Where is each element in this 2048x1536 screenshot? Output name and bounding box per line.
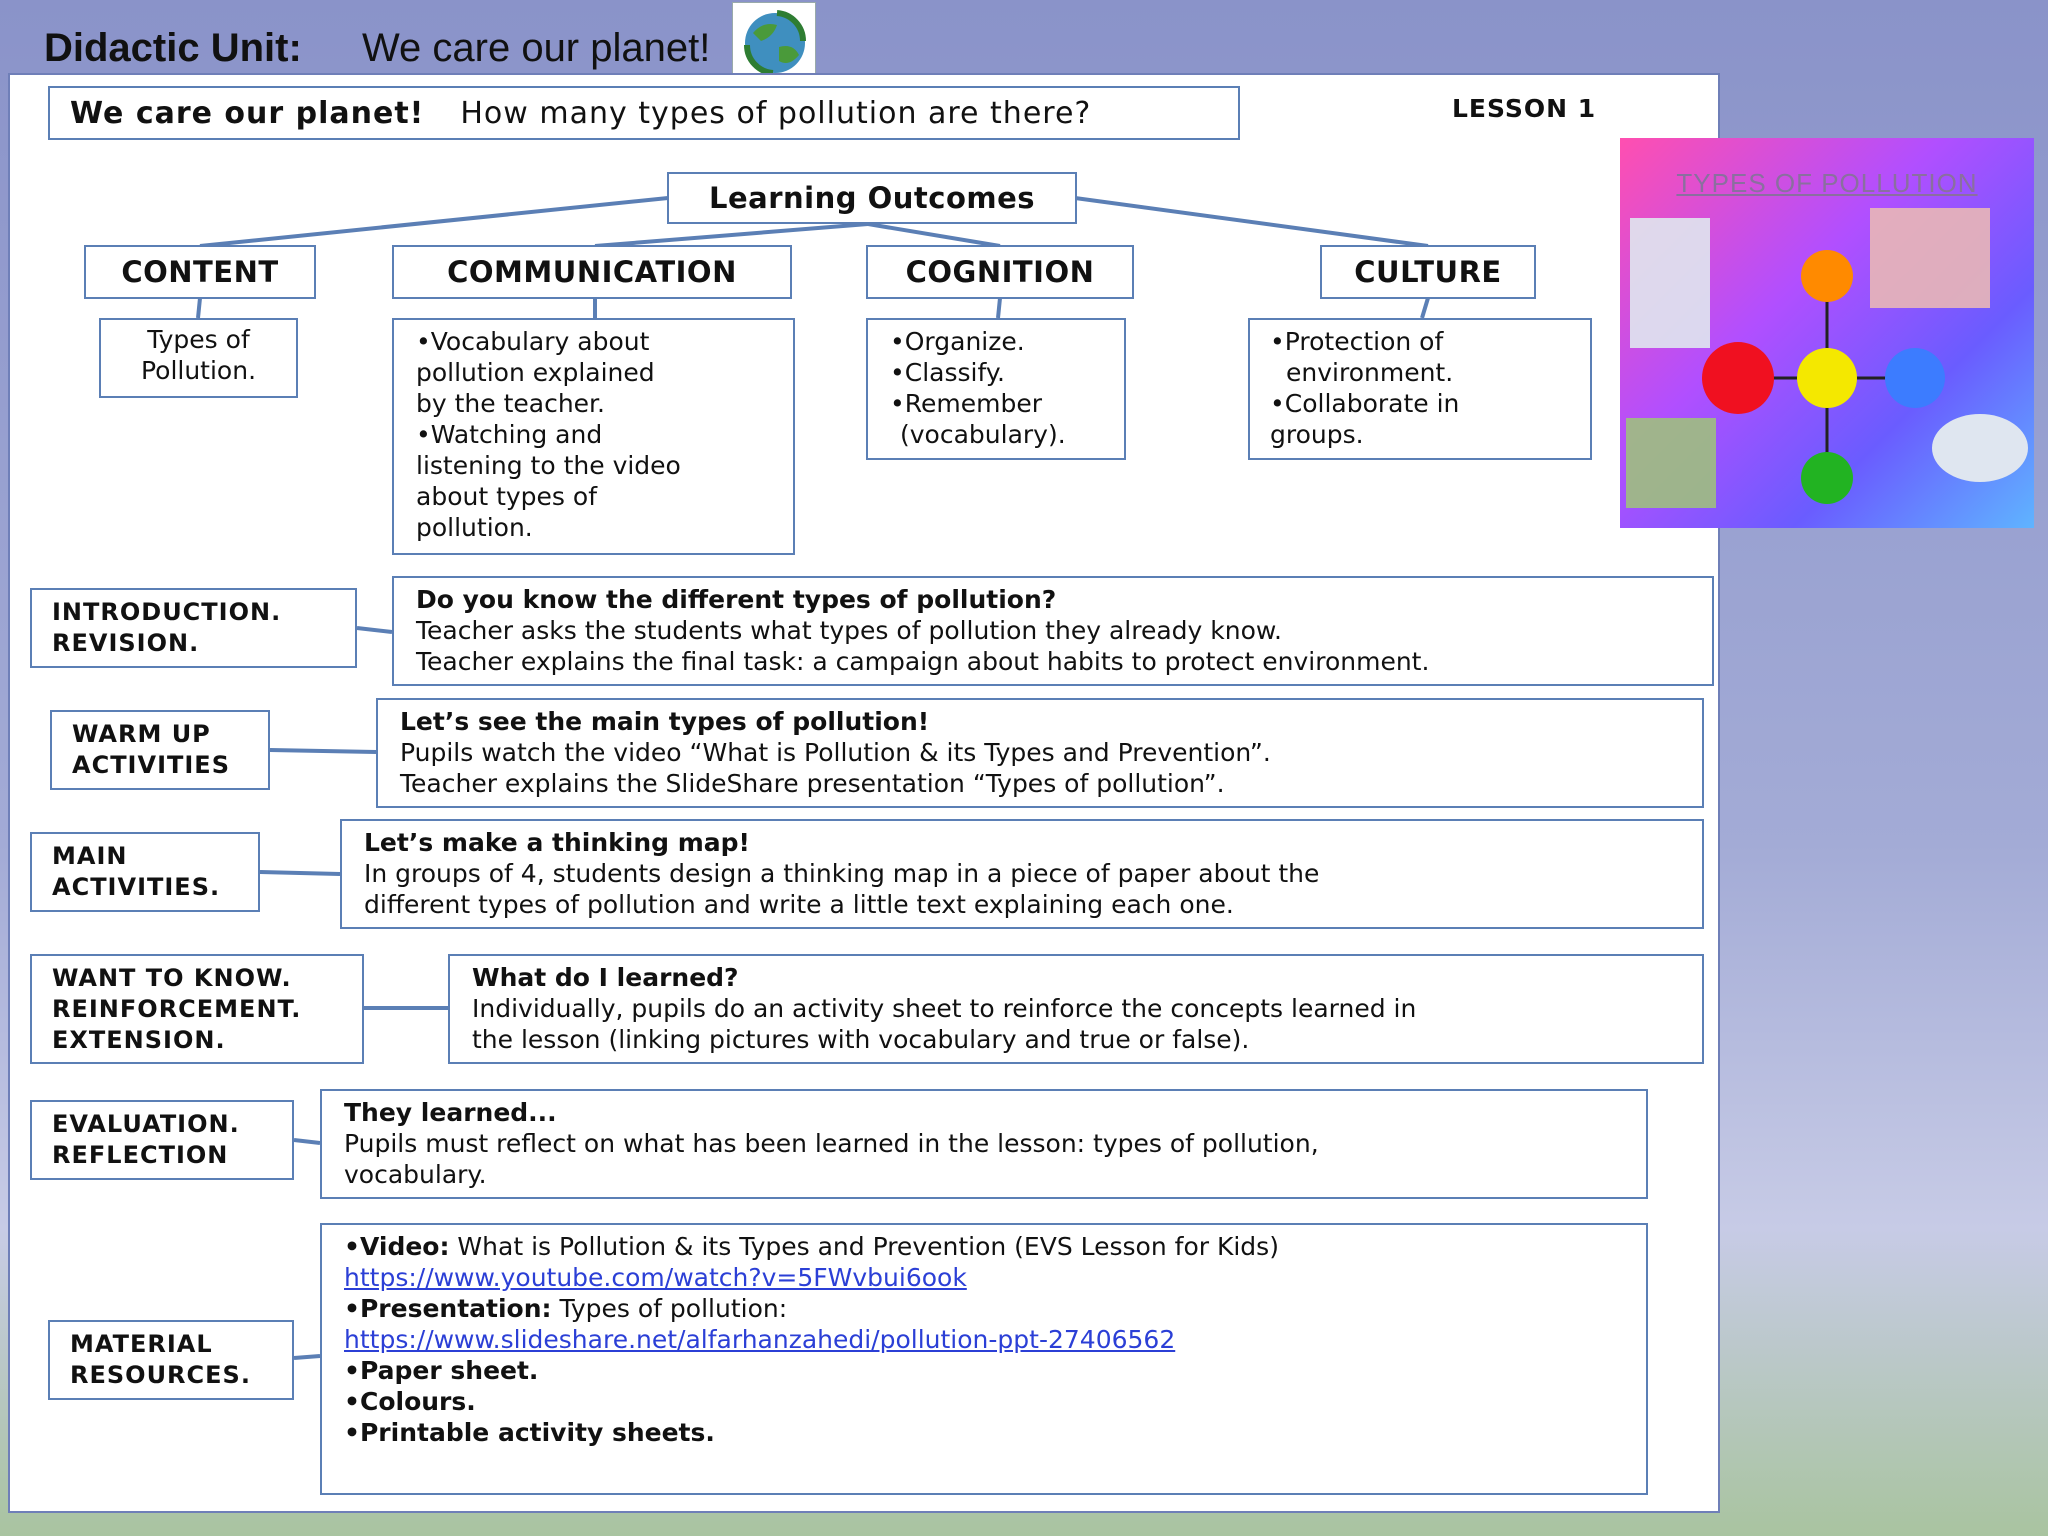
unit-label: Didactic Unit: [44, 26, 302, 70]
video-title: What is Pollution & its Types and Prevention (EVS Lesson for Kids) [449, 1232, 1279, 1261]
outcome-line: Types of [147, 325, 250, 354]
stage-line: different types of pollution and write a little text explaining each one. [364, 890, 1234, 919]
stage-box-warm-up [376, 698, 1704, 808]
stage-label-material-resources [48, 1320, 294, 1400]
outcome-line: •Protection of [1270, 327, 1444, 356]
stage-label-line: RESOURCES. [70, 1361, 251, 1389]
outcome-line: Pollution. [140, 356, 257, 385]
presentation-label: •Presentation: [344, 1294, 552, 1323]
lesson-header [48, 86, 1240, 140]
outcome-cognition-box [866, 318, 1126, 460]
outcome-line: pollution explained [416, 358, 655, 387]
video-link[interactable]: https://www.youtube.com/watch?v=5FWvbui6ook [344, 1263, 967, 1292]
stage-label-warm-up [50, 710, 270, 790]
lesson-number: LESSON 1 [1452, 94, 1597, 123]
stage-line: Teacher explains the SlideShare presentation “Types of pollution”. [400, 769, 1225, 798]
stage-heading: Let’s make a thinking map! [364, 828, 750, 857]
stage-heading: They learned... [344, 1098, 557, 1127]
poster-title: TYPES OF POLLUTION [1676, 168, 1978, 198]
stage-label-line: ACTIVITIES. [52, 873, 221, 901]
resource-item: •Colours. [344, 1387, 476, 1416]
stage-line: Pupils watch the video “What is Pollution & its Types and Prevention”. [400, 738, 1271, 767]
stage-label-line: ACTIVITIES [72, 751, 230, 779]
outcome-line: •Vocabulary about [416, 327, 650, 356]
stage-line: Teacher asks the students what types of pollution they already know. [416, 616, 1282, 645]
stage-label-line: REVISION. [52, 629, 200, 657]
outcome-line: listening to the video [416, 451, 681, 480]
stage-label-line: MAIN [52, 842, 128, 870]
outcome-content-box [99, 318, 298, 398]
outcome-line: •Collaborate in [1270, 389, 1460, 418]
outcome-line: environment. [1286, 358, 1454, 387]
stage-line: vocabulary. [344, 1160, 487, 1189]
stage-label-line: REINFORCEMENT. [52, 994, 302, 1023]
stage-heading: Do you know the different types of pollution? [416, 585, 1057, 614]
resource-item: •Paper sheet. [344, 1356, 539, 1385]
outcome-line: •Organize. [890, 327, 1025, 356]
outcome-content-header: CONTENT [84, 245, 316, 299]
stage-line: Pupils must reflect on what has been learned in the lesson: types of pollution, [344, 1129, 1319, 1158]
stage-box-evaluation [320, 1089, 1648, 1199]
outcome-line: (vocabulary). [900, 420, 1066, 449]
outcome-line: pollution. [416, 513, 533, 542]
stage-box-main-activities [340, 819, 1704, 929]
stage-heading: What do I learned? [472, 963, 739, 992]
stage-label-introduction [30, 588, 357, 668]
outcome-communication-box [392, 318, 795, 555]
outcome-line: by the teacher. [416, 389, 605, 418]
stage-label-line: MATERIAL [70, 1330, 213, 1358]
lesson-header-question: How many types of pollution are there? [460, 95, 1092, 131]
learning-outcomes-title: Learning Outcomes [667, 172, 1077, 224]
outcome-line: •Remember [890, 389, 1042, 418]
outcome-line: groups. [1270, 420, 1364, 449]
outcome-communication-header: COMMUNICATION [392, 245, 792, 299]
stage-label-evaluation [30, 1100, 294, 1180]
stage-label-line: REFLECTION [52, 1141, 229, 1169]
stage-label-line: WARM UP [72, 720, 211, 748]
stage-label-line: EXTENSION. [52, 1025, 226, 1054]
stage-label-line: WANT TO KNOW. [52, 963, 292, 992]
outcome-line: •Classify. [890, 358, 1006, 387]
outcome-culture-box [1248, 318, 1592, 460]
stage-heading: Let’s see the main types of pollution! [400, 707, 930, 736]
outcome-culture-header: CULTURE [1320, 245, 1536, 299]
presentation-title: Types of pollution: [551, 1294, 788, 1323]
presentation-link[interactable]: https://www.slideshare.net/alfarhanzahedi/pollution-ppt-27406562 [344, 1325, 1176, 1354]
resource-item: •Printable activity sheets. [344, 1418, 715, 1447]
outcome-line: •Watching and [416, 420, 603, 449]
stage-line: the lesson (linking pictures with vocabulary and true or false). [472, 1025, 1250, 1054]
outcome-cognition-header: COGNITION [866, 245, 1134, 299]
outcome-line: about types of [416, 482, 597, 511]
stage-line: Individually, pupils do an activity sheet to reinforce the concepts learned in [472, 994, 1417, 1023]
stage-label-want-to-know [30, 954, 364, 1064]
stage-box-want-to-know [448, 954, 1704, 1064]
unit-title: We care our planet! [362, 26, 711, 70]
video-label: •Video: [344, 1232, 450, 1261]
types-of-pollution-poster [1620, 138, 2034, 528]
stage-label-main-activities [30, 832, 260, 912]
resources-box [320, 1223, 1648, 1495]
stage-label-line: EVALUATION. [52, 1110, 240, 1138]
stage-line: Teacher explains the final task: a campaign about habits to protect environment. [416, 647, 1430, 676]
stage-label-line: INTRODUCTION. [52, 598, 282, 626]
stage-line: In groups of 4, students design a thinking map in a piece of paper about the [364, 859, 1320, 888]
stage-box-introduction [392, 576, 1714, 686]
lesson-header-title: We care our planet! [70, 95, 425, 131]
